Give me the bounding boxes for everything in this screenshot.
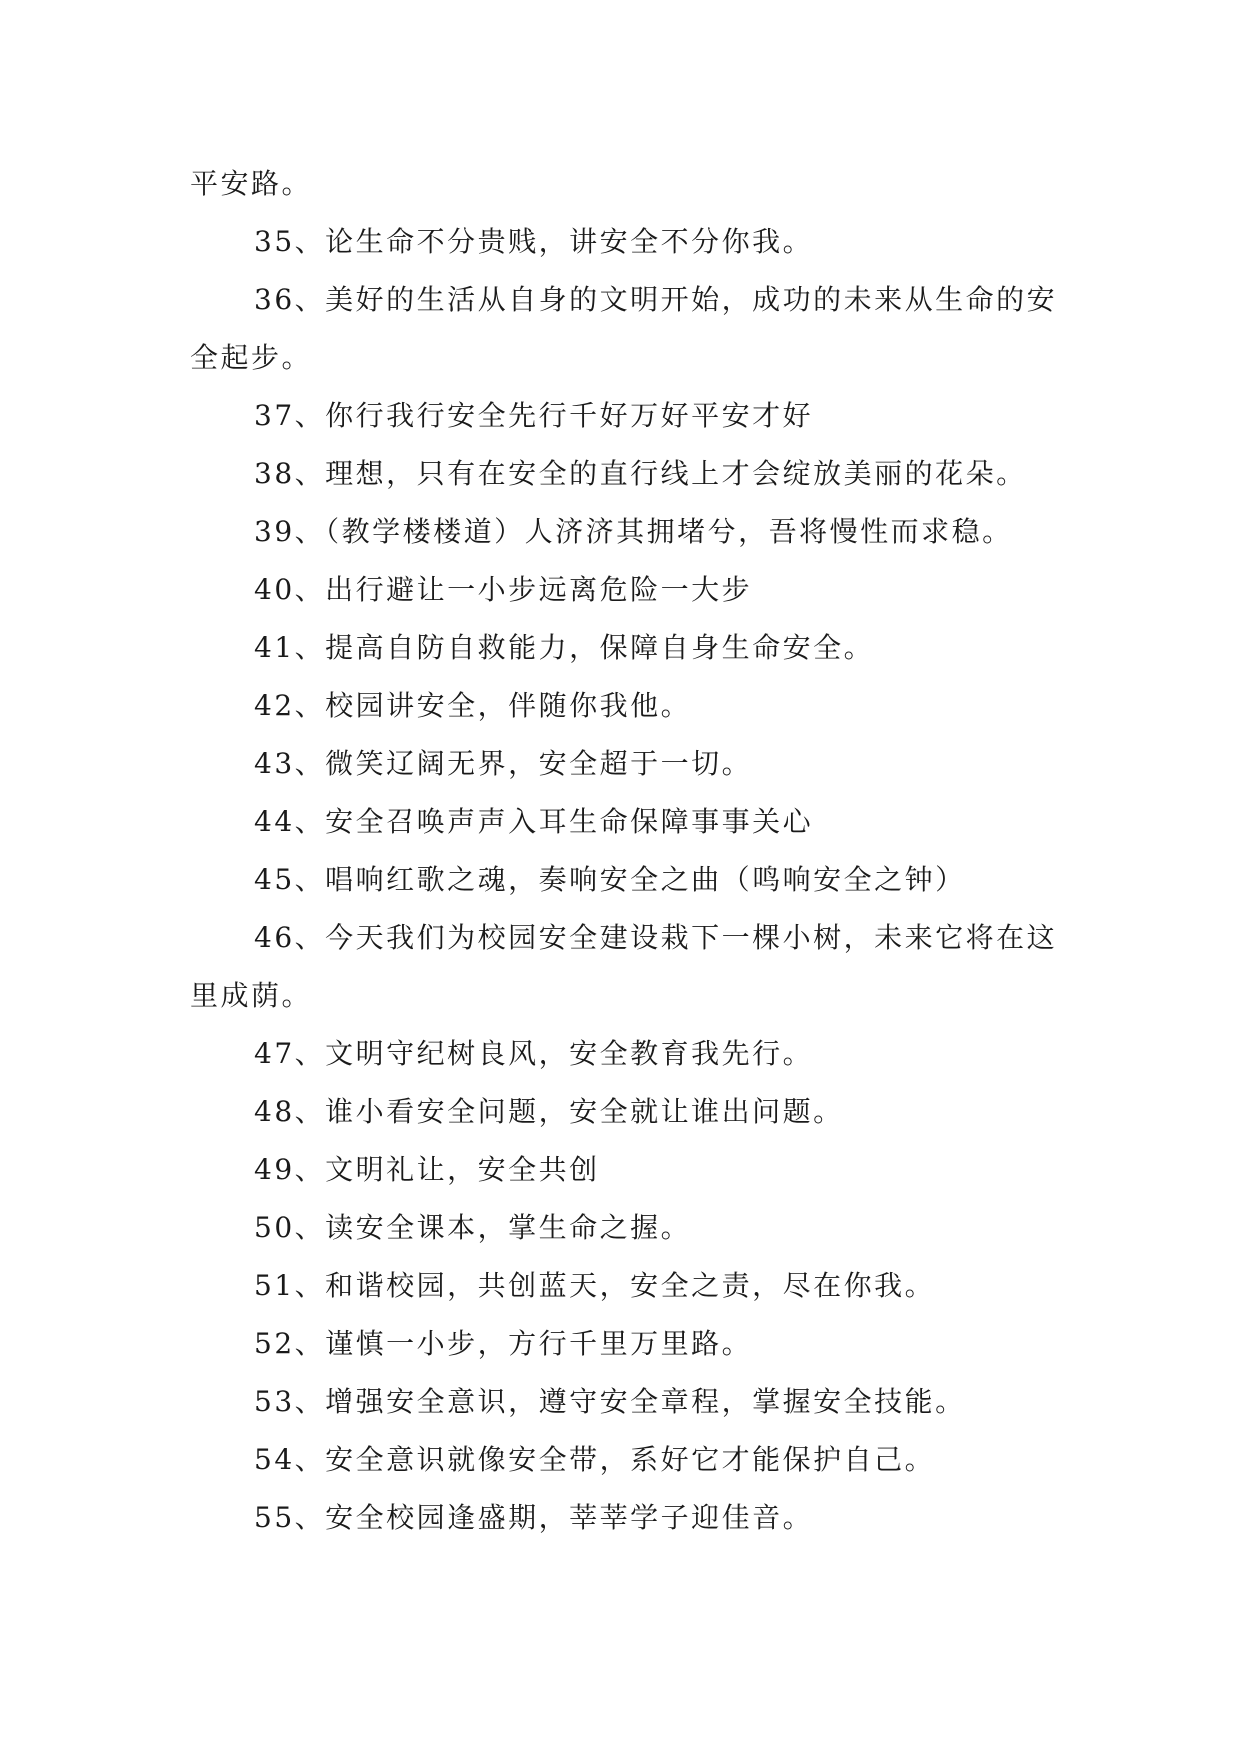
slogan-43: 43、微笑辽阔无界，安全超于一切。 [254,747,753,780]
slogan-44: 44、安全召唤声声入耳生命保障事事关心 [254,805,814,838]
slogan-52: 52、谨慎一小步，方行千里万里路。 [254,1327,753,1360]
slogan-42: 42、校园讲安全，伴随你我他。 [254,689,692,722]
document-body [190,155,1070,1547]
slogan-35: 35、论生命不分贵贱，讲安全不分你我。 [254,225,814,258]
slogan-37: 37、你行我行安全先行千好万好平安才好 [254,399,814,432]
slogan-46: 46、今天我们为校园安全建设栽下一棵小树，未来它将在这里成荫。 [190,921,1058,1012]
slogan-55: 55、安全校园逢盛期，莘莘学子迎佳音。 [254,1501,814,1534]
slogan-38: 38、理想，只有在安全的直行线上才会绽放美丽的花朵。 [254,457,1027,490]
slogan-45: 45、唱响红歌之魂，奏响安全之曲（鸣响安全之钟） [254,863,966,896]
slogan-51: 51、和谐校园，共创蓝天，安全之责，尽在你我。 [254,1269,936,1302]
slogan-50: 50、读安全课本，掌生命之握。 [254,1211,692,1244]
slogan-40: 40、出行避让一小步远离危险一大步 [254,573,753,606]
slogan-54: 54、安全意识就像安全带，系好它才能保护自己。 [254,1443,936,1476]
slogan-39: 39、（教学楼楼道）人济济其拥堵兮，吾将慢性而求稳。 [254,515,1013,548]
slogan-36: 36、美好的生活从自身的文明开始，成功的未来从生命的安全起步。 [190,283,1058,374]
slogan-53: 53、增强安全意识，遵守安全章程，掌握安全技能。 [254,1385,966,1418]
slogan-48: 48、谁小看安全问题，安全就让谁出问题。 [254,1095,844,1128]
slogan-47: 47、文明守纪树良风，安全教育我先行。 [254,1037,814,1070]
paragraph-continuation: 平安路。 [190,167,313,200]
slogan-49: 49、文明礼让，安全共创 [254,1153,600,1186]
slogan-41: 41、提高自防自救能力，保障自身生命安全。 [254,631,875,664]
